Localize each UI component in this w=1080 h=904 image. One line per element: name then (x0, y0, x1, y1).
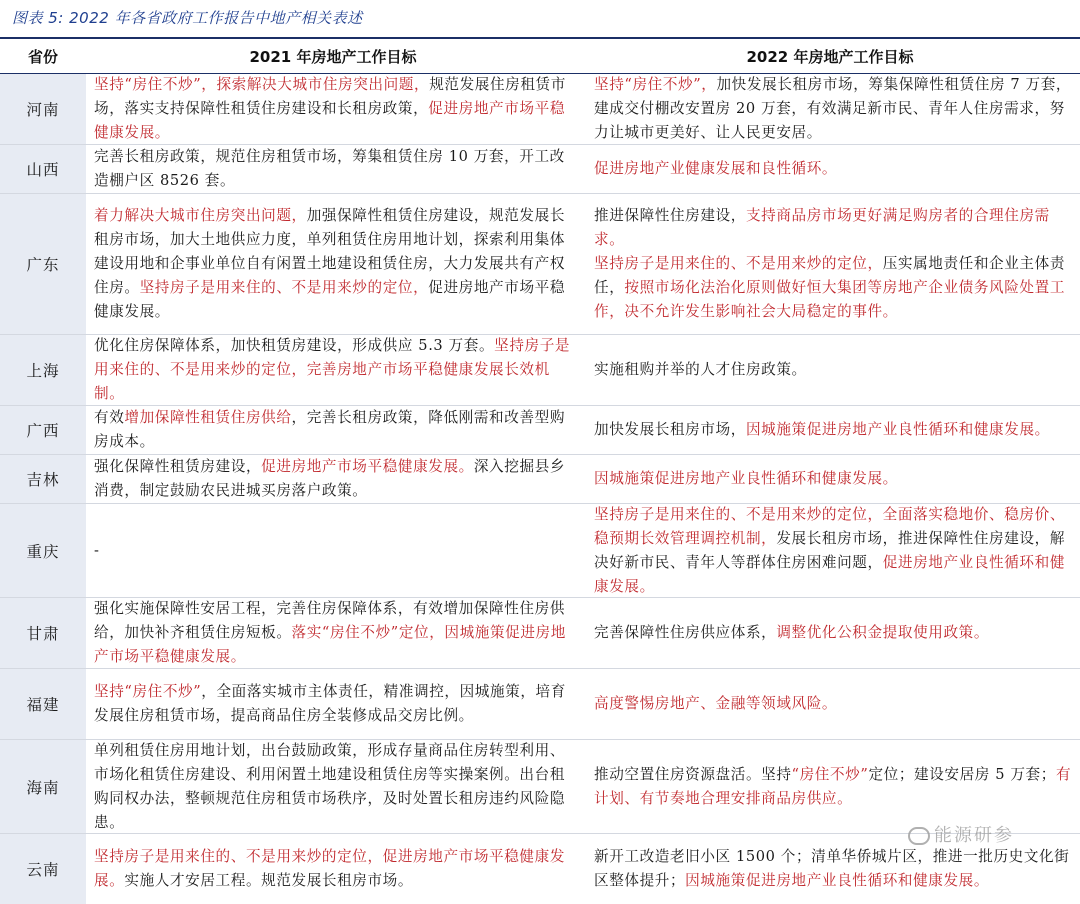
highlighted-text: 促进房地产业健康发展和良性循环。 (594, 160, 838, 177)
table-row (0, 598, 1080, 669)
table-body (0, 74, 1080, 904)
text-segment: ，全面落实城市主体责任，精准调控，因城施策，培育发展住房租赁市场，提高商品住房全装修成品交房比例。 (94, 683, 566, 724)
highlighted-text: 因城施策促进房地产业良性循环和健康发展。 (594, 470, 898, 487)
target-2022-cell (580, 598, 1080, 668)
highlighted-text: 坚持“房住不炒”， (594, 76, 717, 93)
target-2021-cell (86, 740, 580, 833)
text-segment: 加强保障性租赁住房建设，规范发展长租房市场，加大土地供应力度，单列租赁住房用地计划，探索利用集体建设用地和企事业单位自有闲置土地建设租赁住房，大力发展共有产权住房。 (94, 207, 566, 296)
wechat-icon (908, 827, 930, 845)
cell-text (94, 406, 574, 454)
province-cell: 广西 (0, 406, 86, 454)
cell-text (94, 145, 574, 193)
text-segment: 加快发展长租房市场， (594, 421, 746, 438)
text-segment: ，完善长租房政策，降低刚需和改善型购房成本。 (94, 409, 566, 450)
target-2021-cell (86, 145, 580, 193)
highlighted-text: 落实“房住不炒”定位，因城施策促进房地产市场平稳健康发展。 (94, 624, 566, 665)
figure-caption: 图表 5: 2022 年各省政府工作报告中地产相关表述 (12, 9, 363, 27)
text-segment: 加快发展长租房市场，筹集保障性租赁住房 7 万套，建成交付棚改安置房 20 万套，有效满足新市民、青年人住房需求，努力让城市更美好、让人民更安居。 (594, 76, 1072, 141)
target-2022-cell (580, 455, 1080, 503)
province-cell: 海南 (0, 740, 86, 833)
province-cell: 山西 (0, 145, 86, 193)
highlighted-text: 坚持房子是用来住的、不是用来炒的定位，完善房地产市场平稳健康发展长效机制。 (94, 337, 571, 402)
text-segment: 深入挖掘县乡消费，制定鼓励农民进城买房落户政策。 (94, 458, 566, 499)
highlighted-text: 着力解决大城市住房突出问题， (94, 207, 307, 224)
text-segment: 推进保障性住房建设， (594, 207, 746, 224)
target-2022-cell (580, 335, 1080, 405)
table-row (0, 335, 1080, 406)
cell-text (94, 539, 574, 563)
table-row (0, 194, 1080, 335)
watermark (908, 824, 1014, 848)
text-segment: 实施人才安居工程。规范发展长租房市场。 (124, 872, 414, 889)
province-cell: 吉林 (0, 455, 86, 503)
cell-text (594, 692, 1074, 716)
table-row (0, 669, 1080, 740)
highlighted-text: 坚持房子是用来住的、不是用来炒的定位， (594, 255, 883, 272)
target-2022-cell (580, 74, 1080, 144)
highlighted-text: 因城施策促进房地产业良性循环和健康发展。 (745, 421, 1050, 438)
text-segment: 强化保障性租赁房建设， (94, 458, 262, 475)
cell-text (594, 467, 1074, 491)
target-2021-cell (86, 834, 580, 904)
target-2022-cell (580, 194, 1080, 334)
province-cell: 云南 (0, 834, 86, 904)
text-segment: 规范发展住房租赁市场，落实支持保障性租赁住房建设和长租房政策， (94, 76, 566, 117)
watermark-text: 能源研参 (934, 825, 1014, 846)
cell-text (594, 358, 1074, 382)
cell-text (94, 845, 574, 893)
text-segment: 促进房地产市场平稳健康发展。 (94, 279, 566, 320)
cell-text (594, 157, 1074, 181)
text-segment: 完善长租房政策，规范住房租赁市场，筹集租赁住房 10 万套，开工改造棚户区 8526 套。 (94, 148, 565, 189)
cell-text (94, 597, 574, 669)
highlighted-text: 坚持“房住不炒” (94, 683, 202, 700)
cell-text (94, 455, 574, 503)
text-segment: 有效 (94, 409, 125, 426)
text-segment: 实施租购并举的人才住房政策。 (594, 361, 807, 378)
target-2022-cell (580, 145, 1080, 193)
province-cell: 河南 (0, 74, 86, 144)
target-2021-cell (86, 335, 580, 405)
highlighted-text: 坚持房子是用来住的、不是用来炒的定位，全面落实稳地价、稳房价、稳预期长效管理调控机制， (594, 505, 1066, 547)
highlighted-text: 坚持房子是用来住的、不是用来炒的定位，促进房地产市场平稳健康发展。 (94, 848, 566, 889)
target-2021-cell (86, 194, 580, 334)
text-segment: 新开工改造老旧小区 1500 个；清单华侨城片区，推进一批历史文化街区整体提升； (594, 848, 1070, 889)
highlighted-text: 坚持房子是用来住的、不是用来炒的定位， (139, 279, 429, 296)
highlighted-text: 有计划、有节奏地合理安排商品房供应。 (594, 765, 1072, 807)
highlighted-text: 因城施策促进房地产业良性循环和健康发展。 (685, 872, 990, 889)
target-2022-cell (580, 669, 1080, 739)
target-2021-cell (86, 598, 580, 668)
table-row (0, 145, 1080, 194)
cell-text (594, 621, 1074, 645)
cell-text (594, 845, 1074, 893)
highlighted-text: 坚持“房住不炒”，探索解决大城市住房突出问题， (94, 76, 430, 93)
text-segment: 推动空置住房资源盘活。坚持 (594, 765, 792, 783)
text-segment: 完善保障性住房供应体系， (594, 624, 777, 641)
province-cell: 甘肃 (0, 598, 86, 668)
cell-text (94, 204, 574, 324)
text-segment: 定位；建设安居房 5 万套； (868, 765, 1056, 783)
highlighted-text: 增加保障性租赁住房供给 (124, 409, 292, 426)
table-row (0, 740, 1080, 834)
text-segment: 强化实施保障性安居工程，完善住房保障体系，有效增加保障性住房供给，加快补齐租赁住房短板。 (94, 600, 566, 641)
policy-table (0, 37, 1080, 904)
target-2021-cell (86, 504, 580, 597)
table-row (0, 74, 1080, 145)
target-2022-cell (580, 740, 1080, 833)
cell-text (594, 763, 1074, 811)
text-segment: 优化住房保障体系，加快租赁房建设，形成供应 5.3 万套。 (94, 337, 495, 354)
table-header (0, 39, 1080, 74)
highlighted-text: 高度警惕房地产、金融等领域风险。 (594, 695, 838, 712)
cell-text (94, 334, 574, 406)
cell-text (594, 418, 1074, 442)
text-segment: 发展长租房市场，推进保障性住房建设，解决好新市民、青年人等群体住房困难问题， (594, 529, 1066, 571)
province-cell: 上海 (0, 335, 86, 405)
highlighted-text: 促进房地产市场平稳健康发展。 (94, 100, 566, 141)
target-2022-cell (580, 504, 1080, 597)
province-cell: 广东 (0, 194, 86, 334)
header-2021: 2021 年房地产工作目标 (249, 47, 417, 66)
highlighted-text: 促进房地产业良性循环和健康发展。 (594, 553, 1066, 595)
target-2021-cell (86, 669, 580, 739)
text-segment: 单列租赁住房用地计划，出台鼓励政策，形成存量商品住房转型利用、市场化租赁住房建设、利用闲置土地建设租赁住房等实操案例。出台租购同权办法，整顿规范住房租赁市场秩序，及时处置长租房违约风险隐患。 (94, 741, 566, 831)
target-2021-cell (86, 406, 580, 454)
cell-text (594, 73, 1074, 145)
target-2022-cell (580, 406, 1080, 454)
target-2021-cell (86, 455, 580, 503)
highlighted-text: 促进房地产市场平稳健康发展。 (261, 458, 474, 475)
cell-text (94, 739, 574, 835)
highlighted-text: “房住不炒” (791, 765, 869, 783)
highlighted-text: 按照市场化法治化原则做好恒大集团等房地产企业债务风险处置工作，决不允许发生影响社会大局稳定的事件。 (594, 279, 1066, 320)
cell-text (94, 73, 574, 145)
text-segment: 压实属地责任和企业主体责任， (594, 255, 1066, 296)
cell-text (594, 204, 1074, 324)
province-cell: 福建 (0, 669, 86, 739)
highlighted-text: 支持商品房市场更好满足购房者的合理住房需求。 (594, 207, 1050, 248)
header-province: 省份 (27, 47, 58, 66)
cell-text (94, 680, 574, 728)
target-2021-cell (86, 74, 580, 144)
highlighted-text: 调整优化公积金提取使用政策。 (776, 624, 990, 641)
province-cell: 重庆 (0, 504, 86, 597)
table-row (0, 455, 1080, 504)
table-row (0, 504, 1080, 598)
table-row (0, 406, 1080, 455)
cell-text (594, 503, 1074, 599)
header-2022: 2022 年房地产工作目标 (746, 47, 914, 66)
text-segment: - (94, 541, 100, 559)
